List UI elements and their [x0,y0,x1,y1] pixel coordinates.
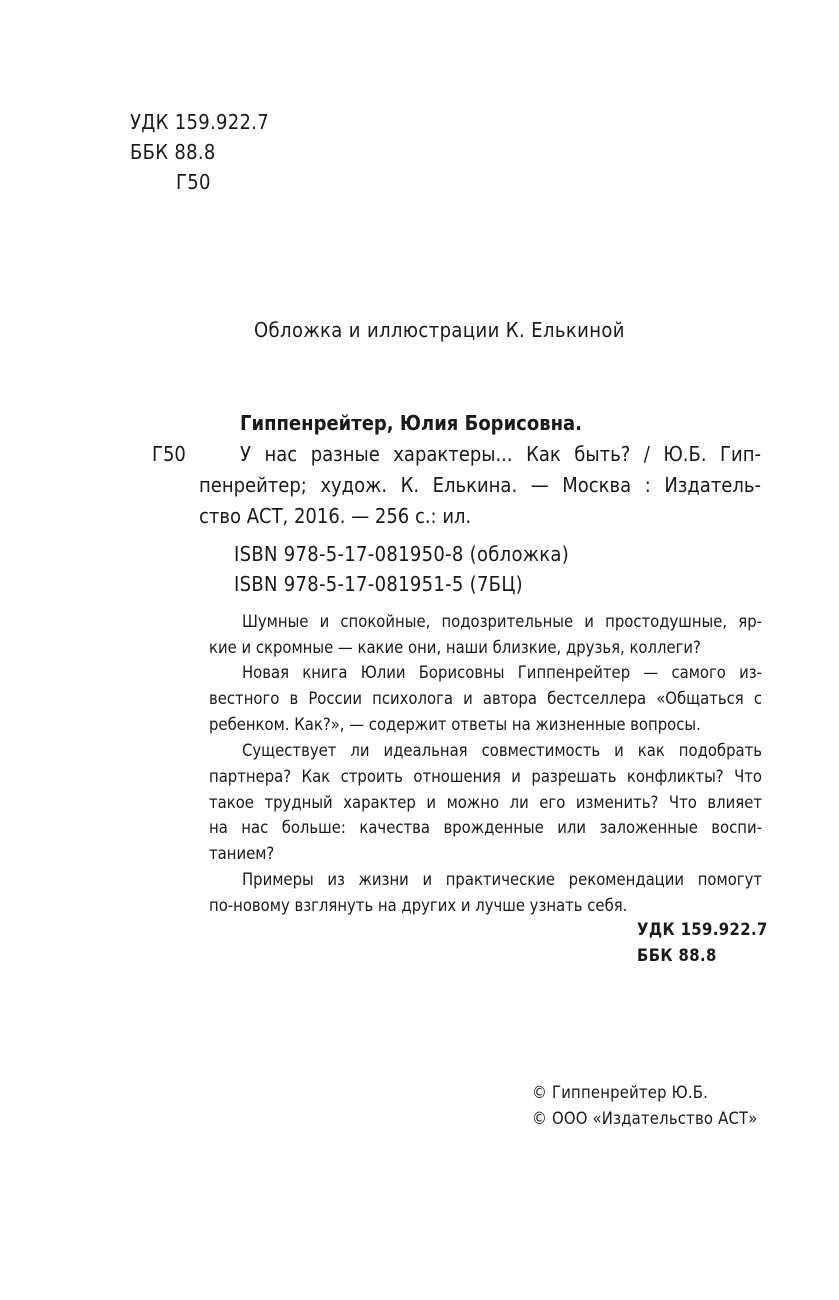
bottom-udk-code: УДК 159.922.7 [637,920,768,939]
copyright-publisher: © ООО «Издательство АСТ» [532,1109,758,1128]
annotation-line: Существует ли идеальная совместимость и как подобрать [242,741,762,760]
annotation-line: Шумные и спокойные, подозрительные и простодушные, яр- [242,612,762,631]
annotation-line: Примеры из жизни и практические рекомендации помогут [242,870,762,889]
isbn-cover: ISBN 978-5-17-081950-8 (обложка) [234,542,570,566]
author-mark: Г50 [176,170,211,194]
bottom-bbk-code: ББК 88.8 [637,946,717,965]
copyright-author: © Гиппенрейтер Ю.Б. [532,1083,709,1102]
bib-title-line: У нас разные характеры... Как быть? / Ю.Б. Гип- [240,442,761,466]
author-heading: Гиппенрейтер, Юлия Борисовна. [240,411,582,435]
annotation-line: танием? [209,844,275,863]
udk-code: УДК 159.922.7 [130,110,269,134]
bib-publisher-line: пенрейтер; худож. К. Елькина. — Москва : Издатель- [199,473,761,497]
annotation-line: такое трудный характер и можно ли его изменить? Что влияет [209,793,762,812]
annotation-line: по-новому взглянуть на других и лучше узнать себя. [209,896,628,915]
annotation-line: Новая книга Юлии Борисовны Гиппенрейтер — самого из- [242,663,762,682]
bib-year-line: ство АСТ, 2016. — 256 с.: ил. [199,504,472,528]
isbn-7bc: ISBN 978-5-17-081951-5 (7БЦ) [234,572,523,596]
illustration-credit: Обложка и иллюстрации К. Елькиной [254,318,625,342]
annotation-line: на нас больше: качества врожденные или заложенные воспи- [209,818,762,837]
annotation-line: вестного в России психолога и автора бестселлера «Общаться с [209,689,762,708]
bib-author-mark: Г50 [152,442,186,466]
annotation-line: партнера? Как строить отношения и разрешать конфликты? Что [209,767,762,786]
bbk-code: ББК 88.8 [130,140,216,164]
annotation-line: кие и скромные — какие они, наши близкие, друзья, коллеги? [209,638,701,657]
annotation-line: ребенком. Как?», — содержит ответы на жизненные вопросы. [209,715,701,734]
